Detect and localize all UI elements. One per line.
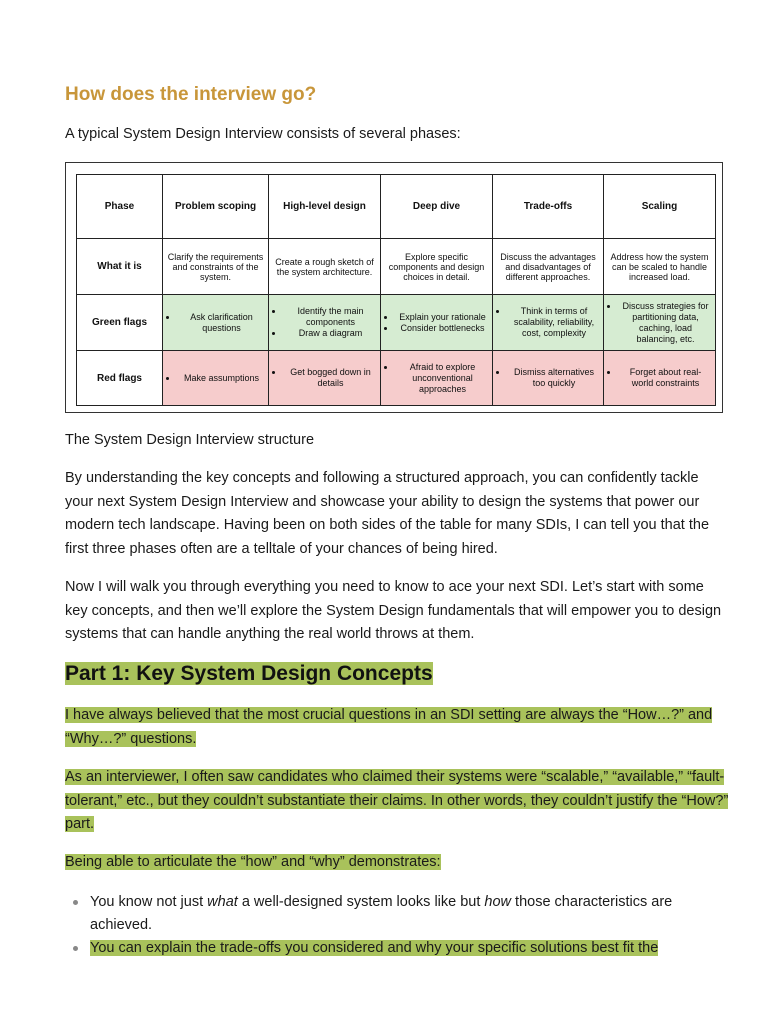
table-header-row — [77, 175, 716, 239]
highlighted-text: You can explain the trade-offs you considered and why your specific solutions best fit the — [90, 940, 659, 956]
header-high-level-design: High-level design — [269, 175, 381, 239]
paragraph-interviewer — [65, 766, 730, 837]
red-flag-cell — [269, 351, 381, 406]
highlighted-text: Being able to articulate the “how” and “why” demonstrates: — [65, 854, 441, 870]
red-flag-cell — [604, 351, 716, 406]
header-phase: Phase — [77, 175, 163, 239]
list-item: • Afraid to explore unconventional approaches — [396, 362, 489, 395]
list-item — [65, 937, 730, 960]
paragraph-walkthrough: Now I will walk you through everything you need to know to ace your next SDI. Let’s start with some key concepts, and then we’ll explore the System Design fundamentals that will empower you to design systems that can handle anything the real world throws at them. — [65, 579, 722, 642]
green-flag-cell — [269, 295, 381, 351]
list-item: • Think in terms of scalability, reliability, cost, complexity — [508, 306, 600, 339]
table-cell: Clarify the requirements and constraints of the system. — [163, 239, 269, 295]
paragraph-articulate — [65, 851, 730, 875]
highlighted-text: I have always believed that the most crucial questions in an SDI setting are always the “How…?” and “Why…?” questions. — [65, 707, 713, 747]
red-flag-cell — [381, 351, 493, 406]
table-cell: Discuss the advantages and disadvantages of different approaches. — [493, 239, 604, 295]
row-label-green-flags: Green flags — [77, 295, 163, 351]
header-problem-scoping: Problem scoping — [163, 175, 269, 239]
green-flag-cell — [604, 295, 716, 351]
header-scaling: Scaling — [604, 175, 716, 239]
list-item: • Draw a diagram — [284, 328, 377, 339]
section-heading: How does the interview go? — [65, 84, 317, 105]
row-label-red-flags: Red flags — [77, 351, 163, 406]
table-cell: Create a rough sketch of the system architecture. — [269, 239, 381, 295]
green-flag-cell — [163, 295, 269, 351]
phases-figure — [65, 162, 723, 413]
bullet-icon — [73, 900, 78, 905]
table-row — [77, 295, 716, 351]
header-trade-offs: Trade-offs — [493, 175, 604, 239]
table-cell: Explore specific components and design choices in detail. — [381, 239, 493, 295]
row-label-what-it-is: What it is — [77, 239, 163, 295]
table-row — [77, 239, 716, 295]
bullet-list — [65, 891, 730, 960]
part-title-text: Part 1: Key System Design Concepts — [65, 662, 433, 685]
list-item: • Discuss strategies for partitioning data, caching, load balancing, etc. — [619, 301, 712, 345]
green-flag-cell — [493, 295, 604, 351]
list-item: • Get bogged down in details — [284, 367, 377, 389]
intro-text: A typical System Design Interview consists of several phases: — [65, 126, 461, 142]
figure-caption: The System Design Interview structure — [65, 432, 315, 448]
list-item: • Ask clarification questions — [178, 312, 265, 334]
list-item: • Identify the main components — [284, 306, 377, 328]
list-item: • Make assumptions — [178, 373, 265, 384]
phases-table — [76, 174, 716, 406]
header-deep-dive: Deep dive — [381, 175, 493, 239]
part-title — [65, 662, 433, 686]
list-item: • Dismiss alternatives too quickly — [508, 367, 600, 389]
red-flag-cell — [163, 351, 269, 406]
paragraph-how-why — [65, 704, 730, 751]
green-flag-cell — [381, 295, 493, 351]
list-item: • Explain your rationale — [396, 312, 489, 323]
table-cell: Address how the system can be scaled to handle increased load. — [604, 239, 716, 295]
bullet-icon — [73, 946, 78, 951]
paragraph-understanding: By understanding the key concepts and following a structured approach, you can confidently tackle your next System Design Interview and showcase your ability to design the systems that power our modern tech landscape. Having been on both sides of the table for many SDIs, I can tell you that the first three phases often are a telltale of your chances of being hired. — [65, 470, 710, 557]
list-item: • Consider bottlenecks — [396, 323, 489, 334]
list-item: • Forget about real-world constraints — [619, 367, 712, 389]
table-row — [77, 351, 716, 406]
highlighted-text: As an interviewer, I often saw candidates who claimed their systems were “scalable,” “available,” “fault-tolerant,” etc., but they couldn’t substantiate their claims. In other words, they couldn’t justify the “How?” part. — [65, 769, 729, 832]
red-flag-cell — [493, 351, 604, 406]
list-item: You know not just what a well-designed system looks like but how those characteristics are achieved. — [65, 891, 730, 937]
